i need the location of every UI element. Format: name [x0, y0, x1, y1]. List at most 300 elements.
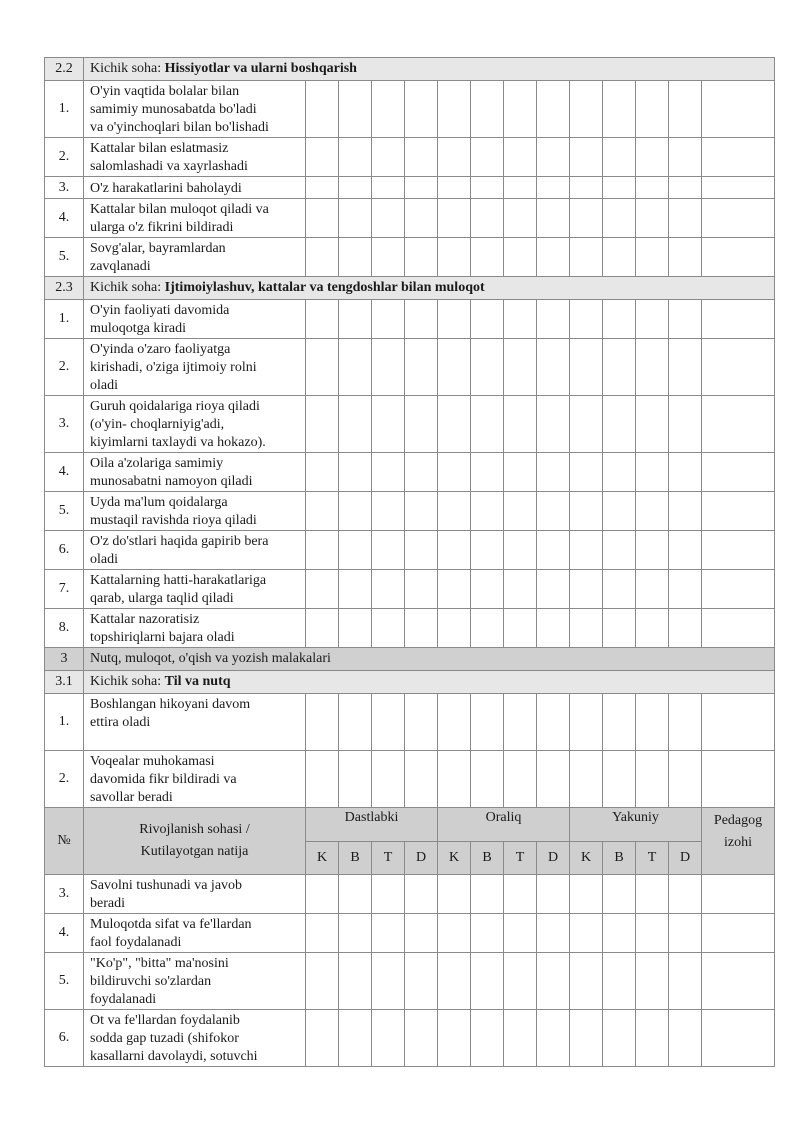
mark-cell[interactable]	[471, 914, 504, 953]
mark-cell[interactable]	[372, 531, 405, 570]
row-number: 3	[45, 648, 84, 671]
mark-cell[interactable]	[471, 177, 504, 199]
mark-cell[interactable]	[339, 1010, 372, 1067]
mark-cell[interactable]	[669, 177, 702, 199]
mark-cell[interactable]	[504, 453, 537, 492]
result-text-line: O'z harakatlarini baholaydi	[90, 180, 242, 196]
row-number: 4.	[45, 199, 84, 238]
mark-cell[interactable]	[570, 199, 603, 238]
mark-cell[interactable]	[537, 914, 570, 953]
result-text-line: Kattalar nazoratisiz	[90, 612, 200, 627]
mark-cell[interactable]	[636, 339, 669, 396]
mark-cell[interactable]	[471, 199, 504, 238]
mark-cell[interactable]	[537, 1010, 570, 1067]
mark-cell[interactable]	[570, 570, 603, 609]
mark-cell[interactable]	[636, 694, 669, 751]
mark-cell[interactable]	[372, 339, 405, 396]
mark-cell[interactable]	[603, 81, 636, 138]
mark-cell[interactable]	[669, 396, 702, 453]
row-number: 1.	[45, 694, 84, 751]
result-text-line: Savolni tushunadi va javob	[90, 878, 243, 893]
mark-cell[interactable]	[570, 492, 603, 531]
row-number: 3.	[45, 177, 84, 199]
mark-cell[interactable]	[306, 953, 339, 1010]
mark-cell[interactable]	[306, 238, 339, 277]
mark-cell[interactable]	[372, 694, 405, 751]
mark-cell[interactable]	[339, 531, 372, 570]
mark-cell[interactable]	[471, 138, 504, 177]
mark-cell[interactable]	[438, 1010, 471, 1067]
mark-cell[interactable]	[603, 609, 636, 648]
mark-cell[interactable]	[603, 875, 636, 914]
mark-cell[interactable]	[471, 300, 504, 339]
mark-cell[interactable]	[405, 570, 438, 609]
result-text-line: qarab, ularga taqlid qiladi	[90, 591, 234, 606]
mark-cell[interactable]	[339, 570, 372, 609]
mark-cell[interactable]	[636, 953, 669, 1010]
mark-cell[interactable]	[306, 453, 339, 492]
mark-cell[interactable]	[570, 609, 603, 648]
mark-cell[interactable]	[570, 694, 603, 751]
mark-cell[interactable]	[603, 751, 636, 808]
mark-cell[interactable]	[504, 531, 537, 570]
mark-cell[interactable]	[504, 177, 537, 199]
teacher-note-cell[interactable]	[702, 177, 775, 199]
mark-cell[interactable]	[669, 694, 702, 751]
mark-cell[interactable]	[372, 396, 405, 453]
mark-cell[interactable]	[438, 396, 471, 453]
mark-cell[interactable]	[669, 953, 702, 1010]
mark-cell[interactable]	[306, 177, 339, 199]
row-number: 4.	[45, 453, 84, 492]
mark-cell[interactable]	[405, 396, 438, 453]
mark-cell[interactable]	[306, 570, 339, 609]
result-text-line: kiyimlarni taxlaydi va hokazo).	[90, 435, 266, 450]
mark-cell[interactable]	[537, 875, 570, 914]
mark-cell[interactable]	[504, 751, 537, 808]
mark-cell[interactable]	[306, 531, 339, 570]
mark-cell[interactable]	[636, 570, 669, 609]
mark-cell[interactable]	[438, 199, 471, 238]
mark-cell[interactable]	[372, 914, 405, 953]
header-letter: K	[570, 842, 603, 875]
subdomain-name: Til va nutq	[164, 674, 231, 689]
mark-cell[interactable]	[669, 1010, 702, 1067]
mark-cell[interactable]	[570, 396, 603, 453]
mark-cell[interactable]	[438, 694, 471, 751]
mark-cell[interactable]	[339, 138, 372, 177]
mark-cell[interactable]	[570, 453, 603, 492]
mark-cell[interactable]	[306, 914, 339, 953]
mark-cell[interactable]	[636, 177, 669, 199]
mark-cell[interactable]	[504, 238, 537, 277]
mark-cell[interactable]	[438, 914, 471, 953]
mark-cell[interactable]	[405, 453, 438, 492]
mark-cell[interactable]	[537, 531, 570, 570]
teacher-note-cell[interactable]	[702, 570, 775, 609]
mark-cell[interactable]	[504, 300, 537, 339]
mark-cell[interactable]	[537, 953, 570, 1010]
mark-cell[interactable]	[504, 914, 537, 953]
row-number: 2.2	[45, 58, 84, 81]
mark-cell[interactable]	[669, 570, 702, 609]
mark-cell[interactable]	[405, 609, 438, 648]
mark-cell[interactable]	[372, 177, 405, 199]
mark-cell[interactable]	[504, 396, 537, 453]
mark-cell[interactable]	[405, 339, 438, 396]
mark-cell[interactable]	[471, 339, 504, 396]
teacher-note-cell[interactable]	[702, 609, 775, 648]
mark-cell[interactable]	[339, 300, 372, 339]
mark-cell[interactable]	[372, 492, 405, 531]
result-text-line: munosabatni namoyon qiladi	[90, 474, 253, 489]
mark-cell[interactable]	[537, 177, 570, 199]
mark-cell[interactable]	[603, 492, 636, 531]
mark-cell[interactable]	[438, 609, 471, 648]
teacher-note-cell[interactable]	[702, 492, 775, 531]
mark-cell[interactable]	[669, 875, 702, 914]
mark-cell[interactable]	[306, 339, 339, 396]
mark-cell[interactable]	[339, 396, 372, 453]
mark-cell[interactable]	[504, 138, 537, 177]
teacher-note-cell[interactable]	[702, 914, 775, 953]
mark-cell[interactable]	[339, 453, 372, 492]
subdomain-name: Hissiyotlar va ularni boshqarish	[164, 61, 357, 76]
mark-cell[interactable]	[537, 492, 570, 531]
mark-cell[interactable]	[669, 914, 702, 953]
table-row	[45, 694, 775, 751]
mark-cell[interactable]	[504, 875, 537, 914]
mark-cell[interactable]	[669, 300, 702, 339]
mark-cell[interactable]	[669, 492, 702, 531]
mark-cell[interactable]	[537, 453, 570, 492]
mark-cell[interactable]	[636, 453, 669, 492]
teacher-note-cell[interactable]	[702, 953, 775, 1010]
table-row	[45, 609, 775, 648]
subdomain-row	[45, 58, 775, 81]
teacher-note-cell[interactable]	[702, 81, 775, 138]
result-text-line: oladi	[90, 552, 118, 567]
teacher-note-cell[interactable]	[702, 138, 775, 177]
row-number: 5.	[45, 953, 84, 1010]
mark-cell[interactable]	[339, 177, 372, 199]
mark-cell[interactable]	[570, 751, 603, 808]
mark-cell[interactable]	[339, 199, 372, 238]
mark-cell[interactable]	[471, 81, 504, 138]
mark-cell[interactable]	[504, 694, 537, 751]
mark-cell[interactable]	[537, 81, 570, 138]
result-text-line: mustaqil ravishda rioya qiladi	[90, 513, 257, 528]
teacher-note-cell[interactable]	[702, 199, 775, 238]
mark-cell[interactable]	[471, 751, 504, 808]
mark-cell[interactable]	[669, 81, 702, 138]
expected-result	[84, 81, 306, 138]
mark-cell[interactable]	[405, 875, 438, 914]
expected-result	[84, 531, 306, 570]
mark-cell[interactable]	[405, 531, 438, 570]
mark-cell[interactable]	[306, 875, 339, 914]
mark-cell[interactable]	[669, 751, 702, 808]
mark-cell[interactable]	[405, 138, 438, 177]
mark-cell[interactable]	[537, 609, 570, 648]
mark-cell[interactable]	[339, 953, 372, 1010]
mark-cell[interactable]	[405, 238, 438, 277]
mark-cell[interactable]	[636, 492, 669, 531]
mark-cell[interactable]	[471, 953, 504, 1010]
table-body	[45, 58, 775, 1067]
mark-cell[interactable]	[438, 953, 471, 1010]
mark-cell[interactable]	[636, 751, 669, 808]
mark-cell[interactable]	[405, 1010, 438, 1067]
mark-cell[interactable]	[405, 81, 438, 138]
mark-cell[interactable]	[471, 238, 504, 277]
mark-cell[interactable]	[471, 875, 504, 914]
mark-cell[interactable]	[570, 1010, 603, 1067]
result-text-line: O'yinda o'zaro faoliyatga	[90, 342, 231, 357]
expected-result	[84, 1010, 306, 1067]
mark-cell[interactable]	[438, 751, 471, 808]
mark-cell[interactable]	[537, 199, 570, 238]
mark-cell[interactable]	[504, 570, 537, 609]
mark-cell[interactable]	[669, 238, 702, 277]
table-row	[45, 238, 775, 277]
mark-cell[interactable]	[405, 177, 438, 199]
mark-cell[interactable]	[636, 531, 669, 570]
teacher-note-cell[interactable]	[702, 751, 775, 808]
mark-cell[interactable]	[339, 238, 372, 277]
mark-cell[interactable]	[570, 914, 603, 953]
teacher-note-cell[interactable]	[702, 531, 775, 570]
header-domain-line1: Rivojlanish sohasi /	[139, 822, 250, 837]
mark-cell[interactable]	[603, 914, 636, 953]
mark-cell[interactable]	[405, 751, 438, 808]
mark-cell[interactable]	[372, 81, 405, 138]
mark-cell[interactable]	[471, 531, 504, 570]
mark-cell[interactable]	[603, 953, 636, 1010]
expected-result	[84, 492, 306, 531]
mark-cell[interactable]	[603, 300, 636, 339]
result-text-line: ettira oladi	[90, 715, 151, 730]
mark-cell[interactable]	[339, 609, 372, 648]
mark-cell[interactable]	[438, 531, 471, 570]
mark-cell[interactable]	[405, 199, 438, 238]
mark-cell[interactable]	[405, 492, 438, 531]
mark-cell[interactable]	[603, 531, 636, 570]
teacher-note-cell[interactable]	[702, 453, 775, 492]
mark-cell[interactable]	[504, 1010, 537, 1067]
mark-cell[interactable]	[306, 396, 339, 453]
mark-cell[interactable]	[372, 453, 405, 492]
table-row	[45, 531, 775, 570]
mark-cell[interactable]	[636, 81, 669, 138]
mark-cell[interactable]	[570, 875, 603, 914]
mark-cell[interactable]	[603, 694, 636, 751]
mark-cell[interactable]	[504, 81, 537, 138]
mark-cell[interactable]	[669, 138, 702, 177]
mark-cell[interactable]	[306, 694, 339, 751]
mark-cell[interactable]	[603, 570, 636, 609]
mark-cell[interactable]	[306, 751, 339, 808]
mark-cell[interactable]	[669, 453, 702, 492]
row-number: 8.	[45, 609, 84, 648]
mark-cell[interactable]	[471, 570, 504, 609]
mark-cell[interactable]	[405, 300, 438, 339]
mark-cell[interactable]	[570, 339, 603, 396]
mark-cell[interactable]	[570, 138, 603, 177]
mark-cell[interactable]	[669, 339, 702, 396]
mark-cell[interactable]	[636, 609, 669, 648]
header-letter: T	[504, 842, 537, 875]
mark-cell[interactable]	[504, 199, 537, 238]
mark-cell[interactable]	[537, 339, 570, 396]
expected-result	[84, 339, 306, 396]
mark-cell[interactable]	[306, 492, 339, 531]
header-stage3: Yakuniy	[570, 808, 702, 842]
subdomain-name: Ijtimoiylashuv, kattalar va tengdoshlar bilan muloqot	[164, 280, 485, 295]
mark-cell[interactable]	[603, 177, 636, 199]
mark-cell[interactable]	[339, 339, 372, 396]
mark-cell[interactable]	[438, 238, 471, 277]
mark-cell[interactable]	[339, 751, 372, 808]
mark-cell[interactable]	[603, 138, 636, 177]
result-text-line: Voqealar muhokamasi	[90, 754, 215, 769]
mark-cell[interactable]	[636, 300, 669, 339]
mark-cell[interactable]	[438, 177, 471, 199]
teacher-note-cell[interactable]	[702, 875, 775, 914]
mark-cell[interactable]	[405, 694, 438, 751]
mark-cell[interactable]	[405, 914, 438, 953]
mark-cell[interactable]	[669, 199, 702, 238]
mark-cell[interactable]	[438, 570, 471, 609]
mark-cell[interactable]	[438, 453, 471, 492]
mark-cell[interactable]	[306, 609, 339, 648]
teacher-note-cell[interactable]	[702, 238, 775, 277]
mark-cell[interactable]	[537, 570, 570, 609]
expected-result	[84, 953, 306, 1010]
mark-cell[interactable]	[372, 570, 405, 609]
mark-cell[interactable]	[504, 609, 537, 648]
header-teacher-note	[702, 808, 775, 875]
mark-cell[interactable]	[372, 953, 405, 1010]
table-row	[45, 177, 775, 199]
mark-cell[interactable]	[438, 875, 471, 914]
mark-cell[interactable]	[339, 81, 372, 138]
mark-cell[interactable]	[339, 694, 372, 751]
assessment-table	[44, 57, 775, 1067]
mark-cell[interactable]	[570, 300, 603, 339]
table-row	[45, 300, 775, 339]
mark-cell[interactable]	[603, 453, 636, 492]
row-number: 7.	[45, 570, 84, 609]
mark-cell[interactable]	[636, 238, 669, 277]
mark-cell[interactable]	[603, 1010, 636, 1067]
mark-cell[interactable]	[372, 138, 405, 177]
mark-cell[interactable]	[438, 81, 471, 138]
mark-cell[interactable]	[504, 492, 537, 531]
mark-cell[interactable]	[471, 453, 504, 492]
mark-cell[interactable]	[570, 238, 603, 277]
mark-cell[interactable]	[537, 238, 570, 277]
mark-cell[interactable]	[372, 875, 405, 914]
header-letter: T	[636, 842, 669, 875]
mark-cell[interactable]	[537, 300, 570, 339]
mark-cell[interactable]	[306, 300, 339, 339]
row-number: 6.	[45, 1010, 84, 1067]
mark-cell[interactable]	[339, 492, 372, 531]
result-text-line: bildiruvchi so'zlardan	[90, 974, 212, 989]
mark-cell[interactable]	[537, 694, 570, 751]
mark-cell[interactable]	[603, 199, 636, 238]
mark-cell[interactable]	[636, 875, 669, 914]
mark-cell[interactable]	[603, 396, 636, 453]
subdomain-row	[45, 277, 775, 300]
mark-cell[interactable]	[306, 199, 339, 238]
mark-cell[interactable]	[504, 953, 537, 1010]
mark-cell[interactable]	[372, 238, 405, 277]
teacher-note-cell[interactable]	[702, 339, 775, 396]
result-text-line: kirishadi, o'ziga ijtimoiy rolni	[90, 360, 257, 375]
mark-cell[interactable]	[636, 914, 669, 953]
mark-cell[interactable]	[438, 339, 471, 396]
mark-cell[interactable]	[669, 609, 702, 648]
mark-cell[interactable]	[471, 609, 504, 648]
mark-cell[interactable]	[570, 953, 603, 1010]
mark-cell[interactable]	[471, 396, 504, 453]
mark-cell[interactable]	[471, 694, 504, 751]
mark-cell[interactable]	[438, 492, 471, 531]
expected-result	[84, 751, 306, 808]
table-row	[45, 199, 775, 238]
mark-cell[interactable]	[570, 81, 603, 138]
teacher-note-cell[interactable]	[702, 1010, 775, 1067]
mark-cell[interactable]	[372, 751, 405, 808]
teacher-note-cell[interactable]	[702, 396, 775, 453]
result-text-line: (o'yin- choqlarniyig'adi,	[90, 417, 225, 432]
mark-cell[interactable]	[471, 492, 504, 531]
mark-cell[interactable]	[438, 300, 471, 339]
mark-cell[interactable]	[504, 339, 537, 396]
mark-cell[interactable]	[537, 396, 570, 453]
mark-cell[interactable]	[306, 81, 339, 138]
mark-cell[interactable]	[537, 138, 570, 177]
mark-cell[interactable]	[570, 531, 603, 570]
mark-cell[interactable]	[669, 531, 702, 570]
mark-cell[interactable]	[603, 339, 636, 396]
mark-cell[interactable]	[339, 875, 372, 914]
mark-cell[interactable]	[537, 751, 570, 808]
mark-cell[interactable]	[603, 238, 636, 277]
mark-cell[interactable]	[405, 953, 438, 1010]
mark-cell[interactable]	[636, 1010, 669, 1067]
mark-cell[interactable]	[636, 199, 669, 238]
mark-cell[interactable]	[471, 1010, 504, 1067]
result-text-line: foydalanadi	[90, 992, 157, 1007]
mark-cell[interactable]	[372, 609, 405, 648]
mark-cell[interactable]	[372, 199, 405, 238]
mark-cell[interactable]	[306, 1010, 339, 1067]
mark-cell[interactable]	[570, 177, 603, 199]
teacher-note-cell[interactable]	[702, 694, 775, 751]
mark-cell[interactable]	[339, 914, 372, 953]
mark-cell[interactable]	[372, 1010, 405, 1067]
teacher-note-cell[interactable]	[702, 300, 775, 339]
mark-cell[interactable]	[372, 300, 405, 339]
mark-cell[interactable]	[636, 396, 669, 453]
mark-cell[interactable]	[306, 138, 339, 177]
mark-cell[interactable]	[636, 138, 669, 177]
header-row-top	[45, 808, 775, 842]
mark-cell[interactable]	[438, 138, 471, 177]
